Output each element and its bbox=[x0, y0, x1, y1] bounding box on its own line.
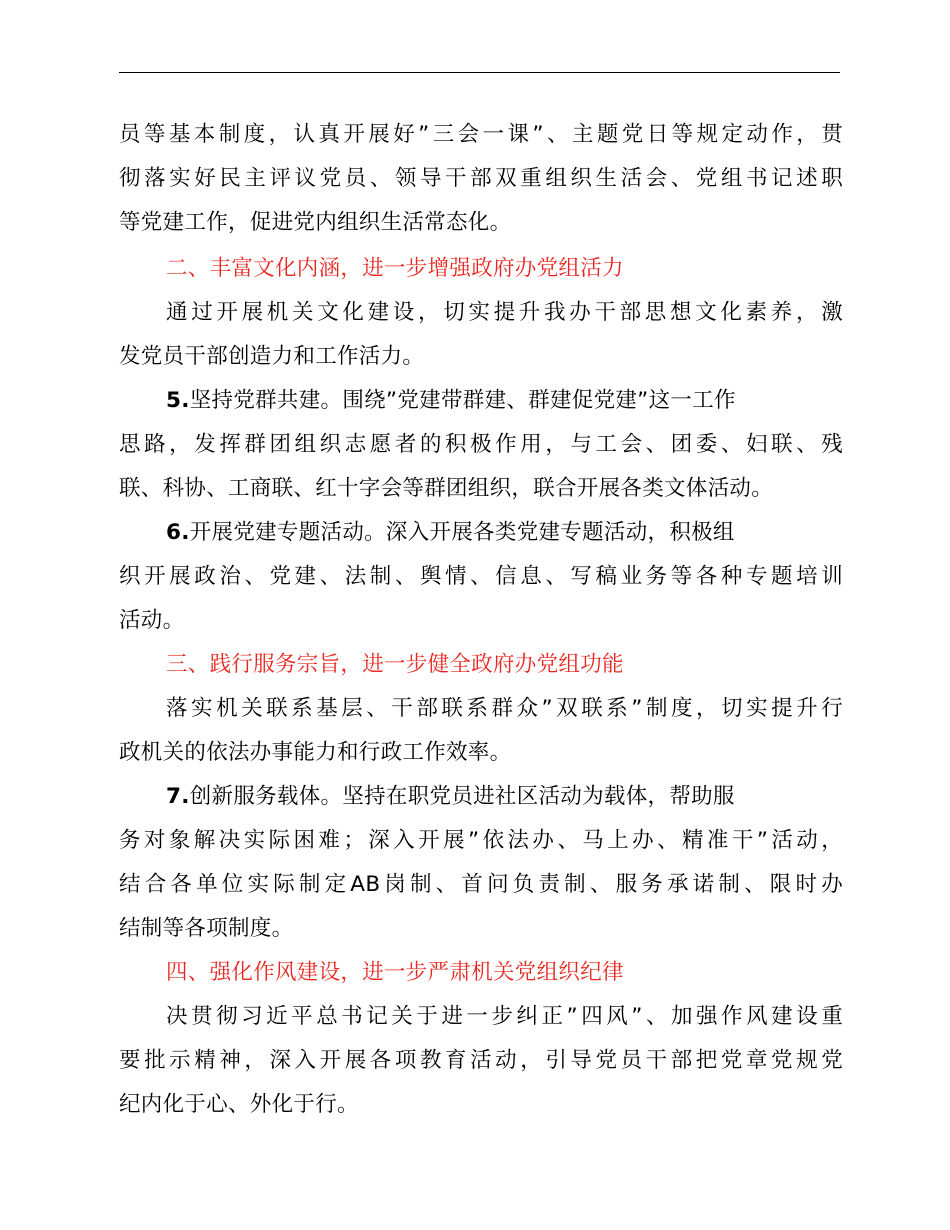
body-line: 落实机关联系基层、干部联系群众”双联系”制度，切实提升行 bbox=[166, 696, 843, 721]
body-line: 等党建工作，促进党内组织生活常态化。 bbox=[119, 210, 512, 235]
item-text: 开展党建专题活动。深入开展各类党建专题活动，积极组 bbox=[189, 520, 735, 545]
body-line: 活动。 bbox=[119, 608, 185, 633]
item-6-line bbox=[166, 518, 843, 548]
body-line: 务对象解决实际困难；深入开展”依法办、马上办、精准干”活动， bbox=[119, 828, 843, 853]
body-line: 发党员干部创造力和工作活力。 bbox=[119, 344, 425, 369]
section-heading-4: 四、强化作风建设，进一步严肃机关党组织纪律 bbox=[166, 960, 624, 985]
body-line: 政机关的依法办事能力和行政工作效率。 bbox=[119, 740, 512, 765]
body-line: 联、科协、工商联、红十字会等群团组织，联合开展各类文体活动。 bbox=[119, 476, 774, 501]
body-line: 结制等各项制度。 bbox=[119, 916, 294, 941]
body-line: 彻落实好民主评议党员、领导干部双重组织生活会、党组书记述职 bbox=[119, 166, 843, 191]
item-number: 7. bbox=[166, 784, 190, 809]
item-text: 创新服务载体。坚持在职党员进社区活动为载体，帮助服 bbox=[189, 784, 735, 809]
item-7-line bbox=[166, 782, 843, 812]
item-text: 坚持党群共建。围绕”党建带群建、群建促党建”这一工作 bbox=[189, 388, 736, 413]
section-heading-3: 三、践行服务宗旨，进一步健全政府办党组功能 bbox=[166, 652, 624, 677]
section-heading-2: 二、丰富文化内涵，进一步增强政府办党组活力 bbox=[166, 256, 624, 281]
header-rule bbox=[119, 72, 840, 73]
item-number: 6. bbox=[166, 520, 190, 545]
item-5-line bbox=[166, 386, 843, 416]
body-line: 决贯彻习近平总书记关于进一步纠正”四风”、加强作风建设重 bbox=[166, 1004, 843, 1029]
body-line: 结合各单位实际制定AB岗制、首问负责制、服务承诺制、限时办 bbox=[119, 872, 843, 897]
body-line: 纪内化于心、外化于行。 bbox=[119, 1092, 359, 1117]
item-number: 5. bbox=[166, 388, 190, 413]
body-line: 员等基本制度，认真开展好”三会一课”、主题党日等规定动作，贯 bbox=[119, 122, 843, 147]
body-line: 通过开展机关文化建设，切实提升我办干部思想文化素养，激 bbox=[166, 300, 843, 325]
body-line: 织开展政治、党建、法制、舆情、信息、写稿业务等各种专题培训 bbox=[119, 564, 843, 589]
body-line: 要批示精神，深入开展各项教育活动，引导党员干部把党章党规党 bbox=[119, 1048, 843, 1073]
body-line: 思路，发挥群团组织志愿者的积极作用，与工会、团委、妇联、残 bbox=[119, 432, 843, 457]
